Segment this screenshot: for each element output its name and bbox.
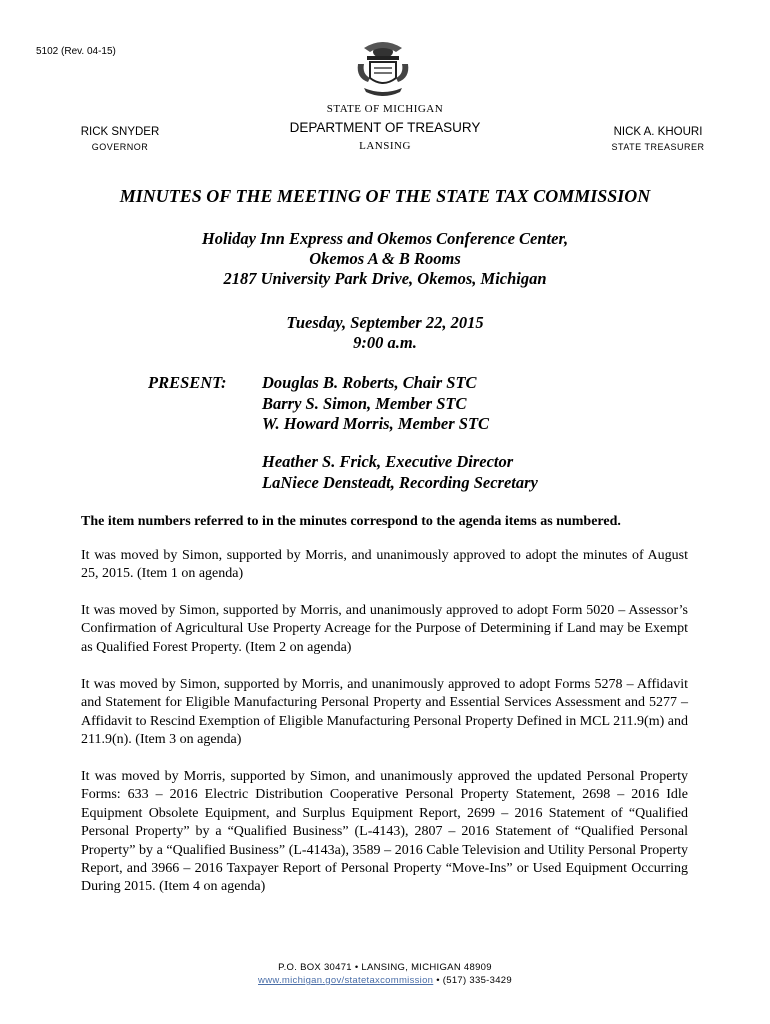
present-member: Douglas B. Roberts, Chair STC (262, 373, 477, 392)
document-title: MINUTES OF THE MEETING OF THE STATE TAX COMMISSION (119, 186, 651, 206)
present-member: W. Howard Morris, Member STC (262, 414, 490, 433)
footer-separator: • (433, 975, 443, 986)
governor-title: GOVERNOR (91, 142, 149, 152)
footer-address: P.O. BOX 30471 • LANSING, MICHIGAN 48909 (278, 962, 492, 973)
minutes-paragraph: It was moved by Morris, supported by Simon, and unanimously approved the updated Personal Property Forms: 633 – 2016 Electric Distribution Cooperative Personal Property Statement, 2698 – 2016 Idle Equipment Obsolete Equipment, and Surplus Equipment Report, 2699 – 2016 Statement of “Qualified Personal Property” by a “Qualified Business” (L-4143), 2807 – 2016 Statement of “Qualified Personal Property” by a “Qualified Business” (L-4143a), 3589 – 2016 Cable Television and Utility Personal Property Report, and 3966 – 2016 Taxpayer Report of Personal Property “Move-Ins” or Used Equipment Occurring During 2015. (Item 4 on agenda) (81, 769, 688, 895)
location-line-1: Holiday Inn Express and Okemos Conference Center, (201, 229, 569, 248)
present-label: PRESENT: (148, 373, 227, 392)
location-line-2: Okemos A & B Rooms (309, 249, 461, 268)
governor-name: RICK SNYDER (80, 126, 160, 138)
present-member: Barry S. Simon, Member STC (262, 394, 467, 413)
form-number: 5102 (Rev. 04-15) (36, 46, 116, 57)
present-staff: LaNiece Densteadt, Recording Secretary (262, 473, 538, 492)
state-name: STATE OF MICHIGAN (326, 103, 444, 115)
minutes-paragraph: It was moved by Simon, supported by Morris, and unanimously approved to adopt Forms 5278 – Affidavit and Statement for Eligible Manufacturing Personal Property and Essential Services Assessment and 5277 – Affidavit to Rescind Exemption of Eligible Manufacturing Personal Property Defined in MCL 211.9(m) and 211.9(n). (Item 3 on agenda) (81, 677, 688, 748)
treasurer-name: NICK A. KHOURI (613, 126, 703, 138)
minutes-paragraph: It was moved by Simon, supported by Morris, and unanimously approved to adopt the minutes of August 25, 2015. (Item 1 on agenda) (81, 548, 688, 582)
city-name: LANSING (359, 140, 411, 152)
website-link[interactable]: www.michigan.gov/statetaxcommission (258, 975, 434, 986)
present-staff: Heather S. Frick, Executive Director (262, 452, 514, 471)
treasurer-title: STATE TREASURER (611, 142, 705, 152)
location-line-3: 2187 University Park Drive, Okemos, Michigan (223, 269, 547, 288)
state-seal-icon (350, 38, 416, 100)
meeting-date: Tuesday, September 22, 2015 (286, 313, 484, 332)
minutes-paragraph: It was moved by Simon, supported by Morris, and unanimously approved to adopt Form 5020 – Assessor’s Confirmation of Agricultural Use Property Acreage for the Purpose of Determining if Land may be Exempt as Qualified Forest Property. (Item 2 on agenda) (81, 603, 688, 655)
meeting-time: 9:00 a.m. (353, 333, 417, 352)
agenda-note: The item numbers referred to in the minutes correspond to the agenda items as numbered. (81, 514, 621, 529)
footer-phone: (517) 335-3429 (442, 975, 512, 986)
department-name: DEPARTMENT OF TREASURY (289, 120, 481, 135)
footer-contact (0, 975, 770, 986)
